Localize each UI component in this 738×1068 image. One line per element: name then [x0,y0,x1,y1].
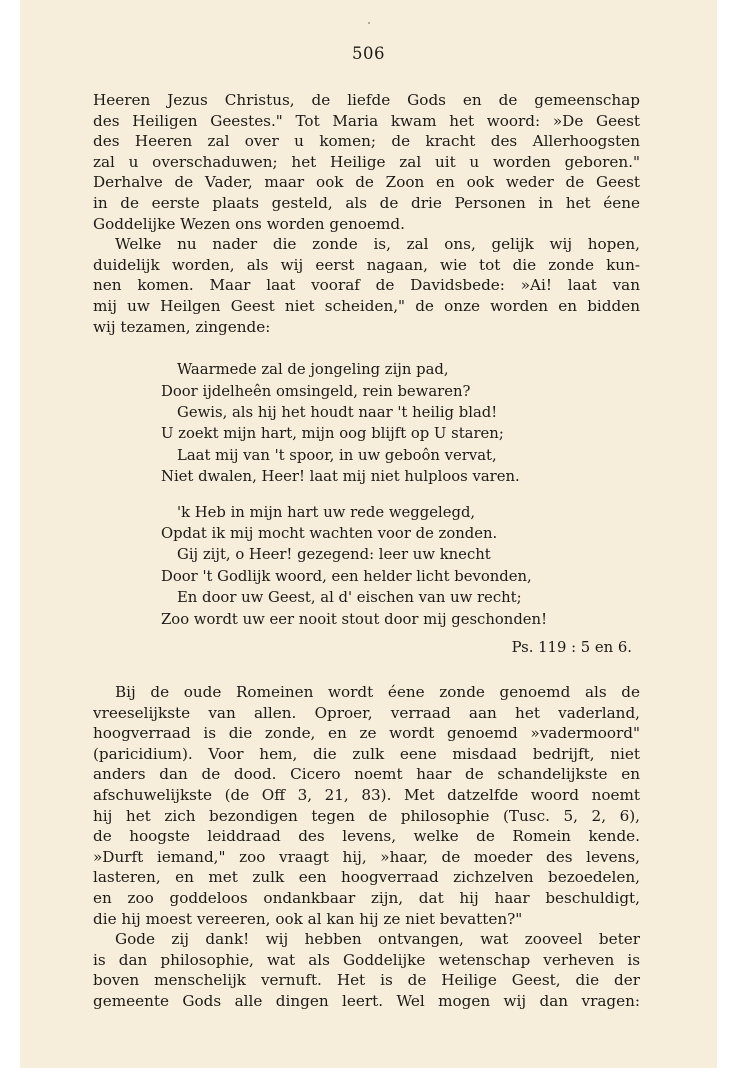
text-line: en zoo goddeloos ondankbaar zijn, dat hij haar beschuldigt, [93,888,640,907]
verse-line: Gij zijt, o Heer! gezegend: leer uw knecht [177,546,491,564]
verse-line: Door ijdelheên omsingeld, rein bewaren? [161,382,471,400]
text-line: Heeren Jezus Christus, de liefde Gods en de gemeenschap [93,91,640,109]
text-line: is dan philosophie, wat als Goddelijke wetenschap verheven is [93,950,640,969]
verse-line: Gewis, als hij het houdt naar 't heilig blad! [177,403,498,421]
paragraph-3 [93,682,640,929]
text-line: gemeente Gods alle dingen leert. Wel mogen wij dan vragen: [93,991,640,1010]
paragraph-2 [93,234,640,337]
text-line: duidelijk worden, als wij eerst nagaan, wie tot die zonde kun- [93,255,640,274]
verse-line: Opdat ik mij mocht wachten voor de zonden. [161,524,498,542]
text-line: Welke nu nader die zonde is, zal ons, gelijk wij hopen, [115,235,640,254]
text-line: Goddelijke Wezen ons worden genoemd. [93,214,405,233]
text-line: des Heiligen Geestes." Tot Maria kwam het woord: »De Geest [93,111,640,130]
text-line: Derhalve de Vader, maar ook de Zoon en ook weder de Geest [93,173,640,192]
text-line: mij uw Heilgen Geest niet scheiden," de onze worden en bidden [93,296,640,315]
text-line: nen komen. Maar laat vooraf de Davidsbede: »Ai! laat van [93,276,640,295]
text-line: »Durft iemand," zoo vraagt hij, »haar, de moeder des levens, [93,847,640,866]
psalm-poem [93,359,640,658]
verse-line: Waarmede zal de jongeling zijn pad, [177,361,449,379]
paragraph-4 [93,929,640,1011]
psalm-reference: Ps. 119 : 5 en 6. [511,639,632,656]
text-line: boven menschelijk vernuft. Het is de Heilige Geest, die der [93,971,640,990]
text-line: (paricidium). Voor hem, die zulk eene misdaad bedrijft, niet [93,744,640,763]
text-line: afschuwelijkste (de Off 3, 21, 83). Met datzelfde woord noemt [93,785,640,804]
poem-stanza-2 [93,502,640,630]
text-line: hoogverraad is die zonde, en ze wordt genoemd »vadermoord" [93,724,640,743]
text-line: lasteren, en met zulk een hoogverraad zichzelven bezoedelen, [93,868,640,887]
page-body [93,90,640,1012]
text-line: anders dan de dood. Cicero noemt haar de schandelijkste en [93,765,640,784]
verse-line: U zoekt mijn hart, mijn oog blijft op U staren; [161,425,504,443]
verse-line: Zoo wordt uw eer nooit stout door mij geschonden! [161,610,548,628]
verse-line: Niet dwalen, Heer! laat mij niet hulploos varen. [161,468,520,486]
text-line: vreeselijkste van allen. Oproer, verraad aan het vaderland, [93,703,640,722]
text-line: Gode zij dank! wij hebben ontvangen, wat zooveel beter [115,930,640,949]
verse-line: En door uw Geest, al d' eischen van uw recht; [177,589,522,607]
print-speck [368,22,370,24]
page-number: 506 [352,44,385,63]
text-line: die hij moest vereeren, ook al kan hij ze niet bevatten?" [93,909,523,928]
verse-line: Door 't Godlijk woord, een helder licht bevonden, [161,567,532,585]
poem-stanza-1 [93,359,640,487]
verse-line: 'k Heb in mijn hart uw rede weggelegd, [177,503,476,521]
text-line: wij tezamen, zingende: [93,317,271,336]
paragraph-1 [93,90,640,234]
text-line: in de eerste plaats gesteld, als de drie Personen in het éene [93,193,640,212]
text-line: de hoogste leiddraad des levens, welke de Romein kende. [93,827,640,846]
text-line: zal u overschaduwen; het Heilige zal uit u worden geboren." [93,152,640,171]
book-page [20,0,717,1068]
verse-line: Laat mij van 't spoor, in uw geboôn vervat, [177,446,497,464]
text-line: hij het zich bezondigen tegen de philosophie (Tusc. 5, 2, 6), [93,806,640,825]
text-line: Bij de oude Romeinen wordt éene zonde genoemd als de [115,683,640,701]
text-line: des Heeren zal over u komen; de kracht des Allerhoogsten [93,132,640,151]
